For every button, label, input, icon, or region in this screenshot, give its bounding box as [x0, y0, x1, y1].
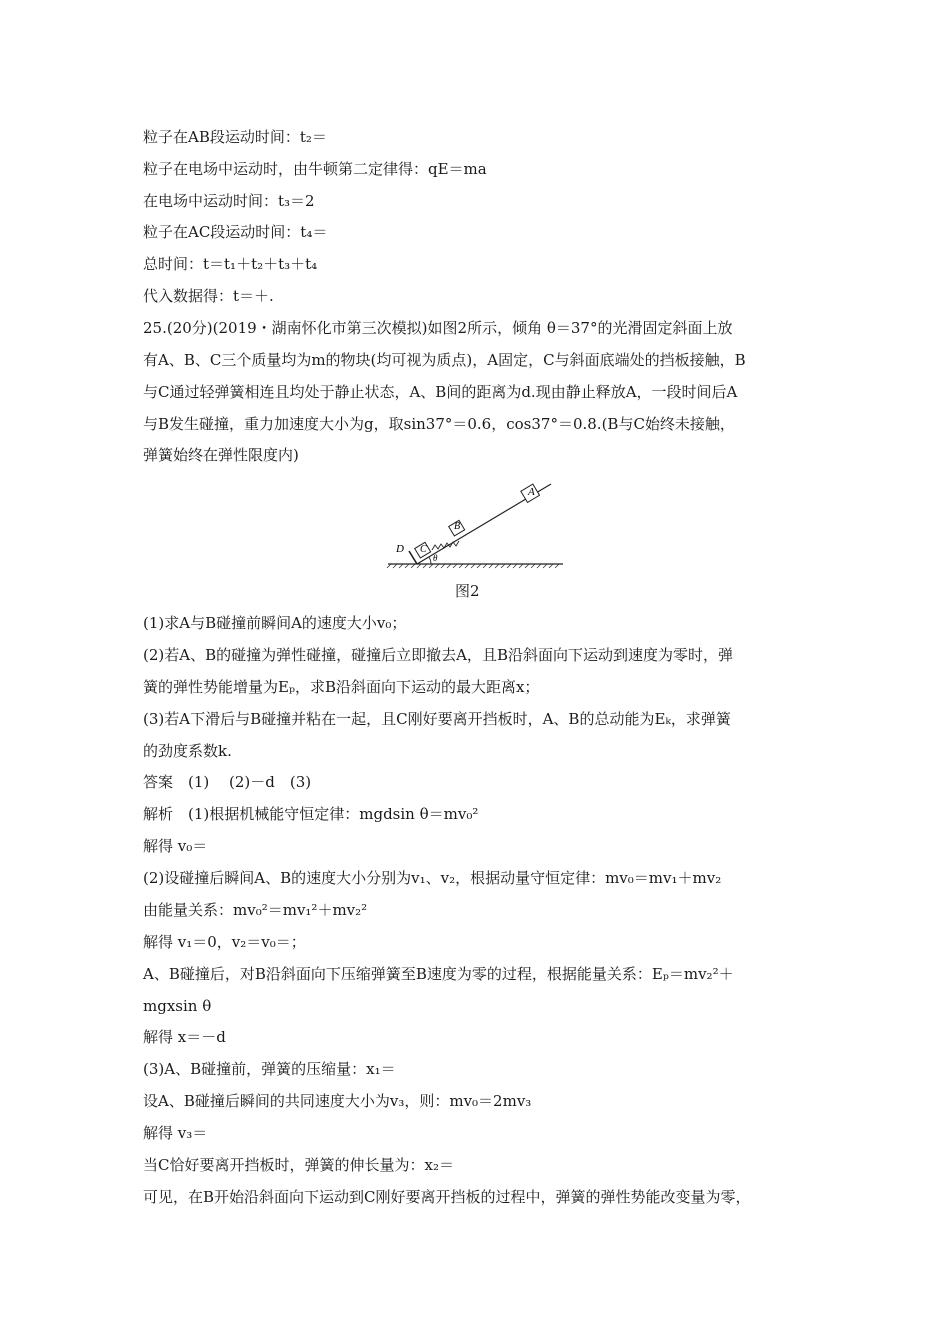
text-line: 粒子在AC段运动时间：t₄＝ — [143, 223, 328, 241]
solution-line: mgxsin θ — [143, 997, 212, 1015]
solution-line: (3)A、B碰撞前，弹簧的压缩量：x₁＝ — [143, 1060, 396, 1078]
label-theta: θ — [433, 553, 438, 563]
question-line: (3)若A下滑后与B碰撞并粘在一起，且C刚好要离开挡板时，A、B的总动能为Eₖ，求弹簧 — [143, 710, 731, 728]
solution-line: (2)设碰撞后瞬间A、B的速度大小分别为v₁、v₂，根据动量守恒定律：mv₀＝mv₁＋mv₂ — [143, 869, 722, 887]
label-C: C — [420, 544, 427, 555]
figure-caption: 图2 — [455, 582, 480, 600]
solution-line: 解得 x＝－d — [143, 1028, 226, 1046]
solution-line: 设A、B碰撞后瞬间的共同速度大小为v₃，则：mv₀＝2mv₃ — [143, 1092, 532, 1110]
problem-25-line: 有A、B、C三个质量均为m的物块(均可视为质点)，A固定，C与斜面底端处的挡板接触，B — [143, 351, 746, 369]
label-D: D — [396, 543, 404, 555]
solution-line: 解得 v₃＝ — [143, 1124, 208, 1142]
solution-line: 由能量关系：mv₀²＝mv₁²＋mv₂² — [143, 901, 368, 919]
problem-25-line: 弹簧始终在弹性限度内) — [143, 446, 299, 464]
text-line: 总时间：t＝t₁＋t₂＋t₃＋t₄ — [143, 255, 318, 273]
incline-figure — [385, 468, 575, 572]
text-line: 代入数据得：t＝＋. — [143, 287, 274, 305]
question-line: (1)求A与B碰撞前瞬间A的速度大小v₀； — [143, 614, 407, 632]
solution-line: 当C恰好要离开挡板时，弹簧的伸长量为：x₂＝ — [143, 1156, 454, 1174]
solution-line: 可见，在B开始沿斜面向下运动到C刚好要离开挡板的过程中，弹簧的弹性势能改变量为零， — [143, 1188, 751, 1206]
solution-line: A、B碰撞后，对B沿斜面向下压缩弹簧至B速度为零的过程，根据能量关系：Eₚ＝mv₂²＋ — [143, 965, 734, 983]
problem-25-line: 与B发生碰撞，重力加速度大小为g，取sin37°＝0.6，cos37°＝0.8.(B与C始终未接触， — [143, 415, 735, 433]
text-line: 在电场中运动时间：t₃＝2 — [143, 192, 315, 210]
solution-line: 解得 v₁＝0，v₂＝v₀＝； — [143, 933, 306, 951]
solution-line: 解得 v₀＝ — [143, 837, 208, 855]
label-B: B — [454, 521, 461, 532]
solution-line: 解析 (1)根据机械能守恒定律：mgdsin θ＝mv₀² — [143, 805, 479, 823]
text-line: 粒子在AB段运动时间：t₂＝ — [143, 128, 327, 146]
question-line: 簧的弹性势能增量为Eₚ，求B沿斜面向下运动的最大距离x； — [143, 678, 540, 696]
text-line: 粒子在电场中运动时，由牛顿第二定律得：qE＝ma — [143, 160, 487, 178]
answer-line: 答案 (1) (2)－d (3) — [143, 773, 312, 791]
problem-25-line: 25.(20分)(2019・湖南怀化市第三次模拟)如图2所示，倾角 θ＝37°的光滑固定斜面上放 — [143, 319, 733, 337]
problem-25-line: 与C通过轻弹簧相连且均处于静止状态，A、B间的距离为d.现由静止释放A，一段时间后A — [143, 383, 738, 401]
question-line: (2)若A、B的碰撞为弹性碰撞，碰撞后立即撤去A，且B沿斜面向下运动到速度为零时，弹 — [143, 646, 733, 664]
theta-arc — [429, 557, 431, 564]
spring — [432, 541, 459, 550]
question-line: 的劲度系数k. — [143, 742, 232, 760]
baffle-D — [409, 551, 417, 564]
label-A: A — [528, 486, 535, 498]
